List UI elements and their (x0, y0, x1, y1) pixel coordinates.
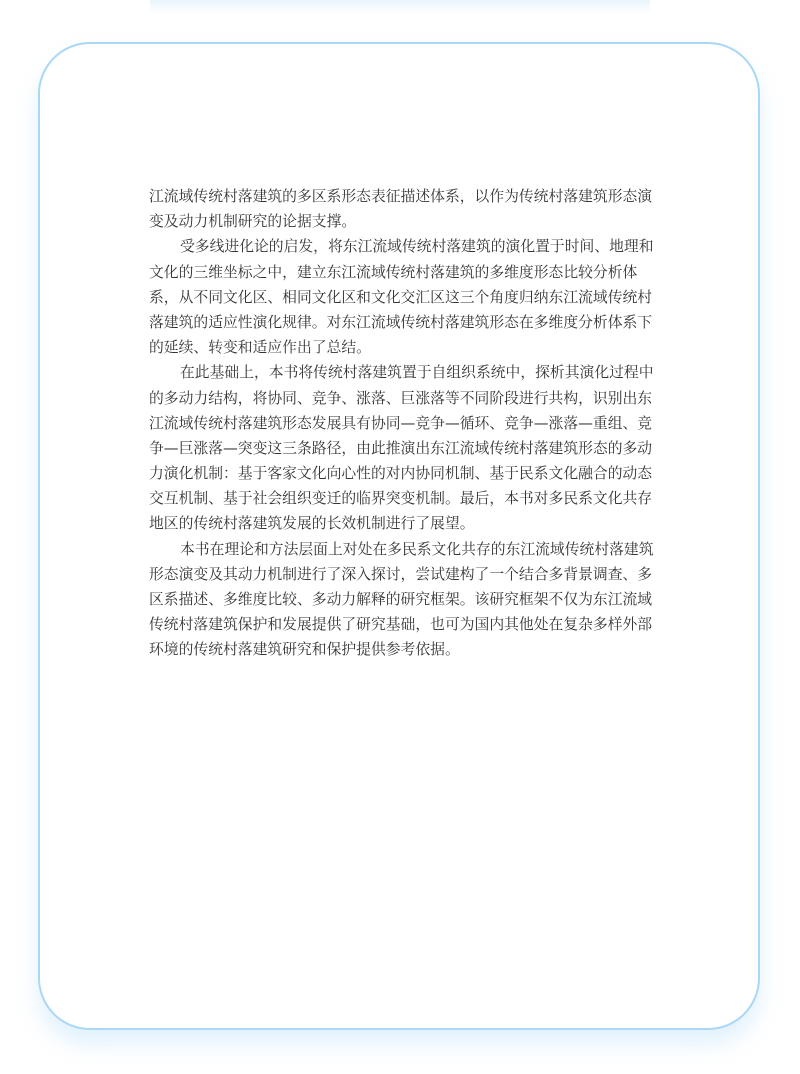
text-line: 本书在理论和方法层面上对处在多民系文化共存的东江流域传统村落建筑 (180, 540, 654, 558)
paragraph (149, 184, 653, 234)
text-line: 形态演变及其动力机制进行了深入探讨，尝试建构了一个结合多背景调查、多 (149, 565, 653, 583)
text-line: 在此基础上，本书将传统村落建筑置于自组织系统中，探析其演化过程中 (180, 364, 654, 382)
paragraph (149, 360, 654, 536)
text-line: 传统村落建筑保护和发展提供了研究基础，也可为国内其他处在复杂多样外部 (149, 616, 653, 634)
text-line: 文化的三维坐标之中，建立东江流域传统村落建筑的多维度形态比较分析体 (149, 263, 638, 281)
text-line: 地区的传统村落建筑发展的长效机制进行了展望。 (149, 515, 475, 533)
text-line: 江流域传统村落建筑的多区系形态表征描述体系，以作为传统村落建筑形态演 (149, 188, 653, 205)
text-line: 的延续、转变和适应作出了总结。 (149, 339, 371, 357)
paragraph (149, 537, 654, 663)
text-line: 落建筑的适应性演化规律。对东江流域传统村落建筑形态在多维度分析体系下 (149, 313, 653, 331)
top-glow (150, 0, 650, 14)
text-line: 争—巨涨落—突变这三条路径，由此推演出东江流域传统村落建筑形态的多动 (149, 439, 653, 457)
text-line: 环境的传统村落建筑研究和保护提供参考依据。 (149, 641, 460, 659)
text-line: 区系描述、多维度比较、多动力解释的研究框架。该研究框架不仅为东江流域 (149, 591, 653, 608)
text-line: 江流域传统村落建筑形态发展具有协同—竞争—循环、竞争—涨落—重组、竞 (149, 414, 653, 432)
text-line: 变及动力机制研究的论据支撑。 (149, 213, 357, 231)
text-line: 交互机制、基于社会组织变迁的临界突变机制。最后，本书对多民系文化共存 (149, 490, 653, 508)
body-text (149, 184, 654, 663)
text-line: 力演化机制：基于客家文化向心性的对内协同机制、基于民系文化融合的动态 (149, 465, 653, 483)
text-line: 系，从不同文化区、相同文化区和文化交汇区这三个角度归纳东江流域传统村 (149, 288, 653, 306)
text-line: 的多动力结构，将协同、竞争、涨落、巨涨落等不同阶段进行共构，识别出东 (149, 389, 653, 407)
text-line: 受多线进化论的启发，将东江流域传统村落建筑的演化置于时间、地理和 (180, 238, 654, 256)
paragraph (149, 234, 654, 360)
